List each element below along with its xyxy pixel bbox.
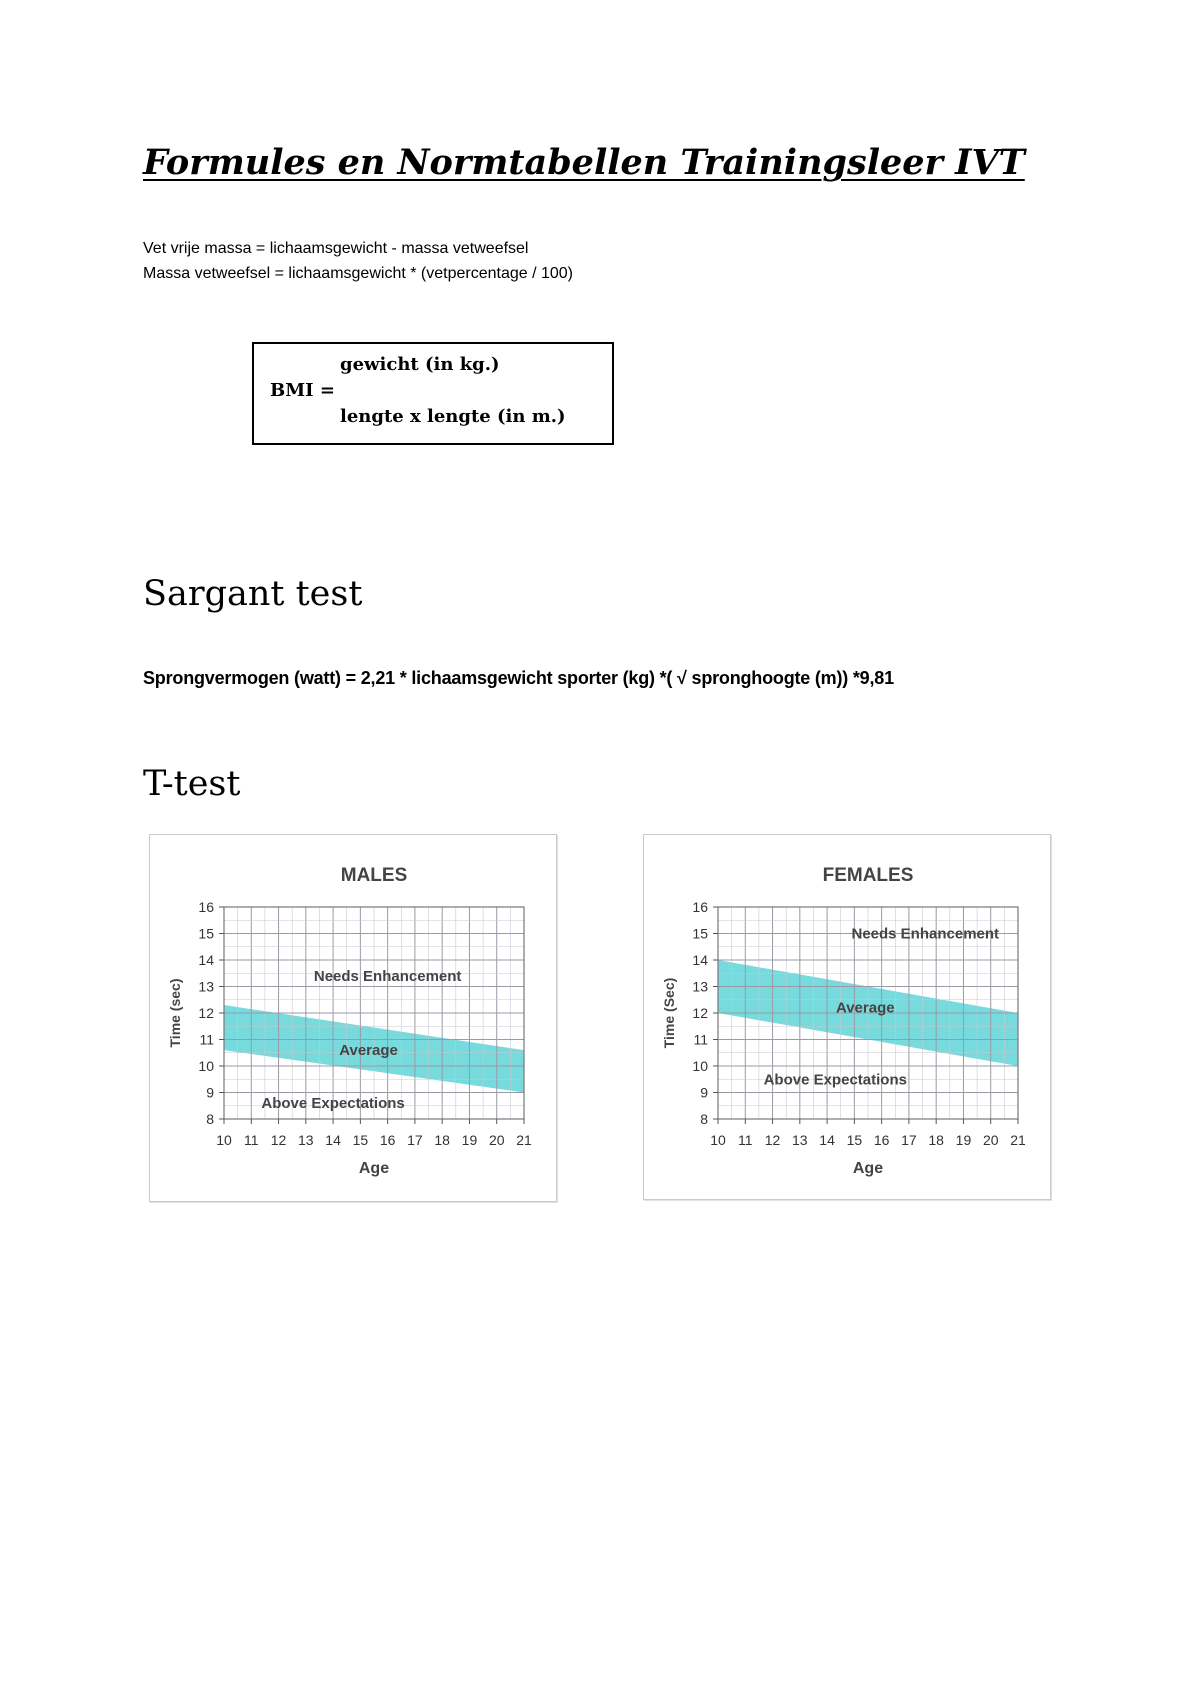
bmi-formula-box xyxy=(252,342,614,445)
females-y-tick-label: 15 xyxy=(692,925,708,942)
males-x-tick-label: 11 xyxy=(243,1132,259,1148)
sargant-heading: Sargant test xyxy=(143,574,363,614)
females-x-tick-label: 12 xyxy=(764,1132,781,1148)
males-region-label: Above Expectations xyxy=(261,1095,405,1113)
bmi-numerator: gewicht (in kg.) xyxy=(340,354,500,375)
males-y-tick-label: 11 xyxy=(199,1031,214,1048)
females-y-tick-label: 9 xyxy=(700,1084,708,1101)
males-x-tick-label: 21 xyxy=(516,1132,532,1148)
females-region-label: Average xyxy=(835,999,895,1017)
males-x-tick-label: 17 xyxy=(407,1132,423,1148)
males-x-tick-label: 13 xyxy=(298,1132,314,1148)
males-x-tick-label: 19 xyxy=(461,1132,478,1148)
males-y-tick-label: 8 xyxy=(206,1111,214,1127)
females-x-tick-label: 19 xyxy=(955,1132,972,1148)
males-x-tick-label: 20 xyxy=(488,1132,505,1148)
males-region-label: Average xyxy=(339,1042,398,1060)
vet-vrije-massa-formula: Vet vrije massa = lichaamsgewicht - massa vetweefsel xyxy=(143,240,529,257)
males-x-axis-label: Age xyxy=(358,1160,390,1177)
males-x-tick-label: 15 xyxy=(352,1132,369,1148)
females-x-tick-label: 14 xyxy=(819,1132,835,1148)
females-x-axis-label: Age xyxy=(852,1160,884,1177)
males-y-tick-label: 10 xyxy=(198,1058,214,1074)
females-x-tick-label: 18 xyxy=(928,1132,944,1148)
females-chart xyxy=(643,834,1051,1200)
males-y-tick-label: 15 xyxy=(198,925,214,942)
females-region-label: Above Expectations xyxy=(763,1071,907,1089)
massa-vetweefsel-formula: Massa vetweefsel = lichaamsgewicht * (vetpercentage / 100) xyxy=(143,265,573,282)
females-y-tick-label: 16 xyxy=(692,899,708,915)
females-region-label: Needs Enhancement xyxy=(851,925,1000,943)
males-y-tick-label: 13 xyxy=(198,978,214,995)
males-y-tick-label: 12 xyxy=(198,1005,214,1021)
document-title: Formules en Normtabellen Trainingsleer IVT xyxy=(143,142,1025,183)
females-x-tick-label: 20 xyxy=(982,1132,999,1148)
sargant-formula: Sprongvermogen (watt) = 2,21 * lichaamsgewicht sporter (kg) *( √ spronghoogte (m)) *9,81 xyxy=(143,668,894,688)
females-y-tick-label: 8 xyxy=(700,1111,708,1127)
females-y-tick-label: 11 xyxy=(693,1031,708,1048)
males-chart xyxy=(149,834,557,1202)
males-y-tick-label: 9 xyxy=(206,1084,214,1101)
females-x-tick-label: 15 xyxy=(846,1132,863,1148)
females-y-tick-label: 12 xyxy=(692,1005,708,1021)
females-chart-title: FEMALES xyxy=(822,865,914,886)
ttest-heading: T-test xyxy=(143,764,241,804)
females-x-tick-label: 21 xyxy=(1010,1132,1026,1148)
males-y-axis-label: Time (sec) xyxy=(167,978,183,1048)
females-x-tick-label: 16 xyxy=(873,1132,890,1148)
males-y-tick-label: 14 xyxy=(198,952,214,968)
males-x-tick-label: 14 xyxy=(325,1132,341,1148)
females-y-tick-label: 13 xyxy=(692,978,708,995)
males-region-label: Needs Enhancement xyxy=(313,967,462,985)
males-x-tick-label: 16 xyxy=(379,1132,396,1148)
bmi-label: BMI = xyxy=(270,380,335,401)
females-y-tick-label: 10 xyxy=(692,1058,708,1074)
females-x-tick-label: 13 xyxy=(792,1132,808,1148)
males-x-tick-label: 12 xyxy=(270,1132,287,1148)
females-x-tick-label: 11 xyxy=(737,1132,753,1148)
males-x-tick-label: 18 xyxy=(434,1132,450,1148)
males-x-tick-label: 10 xyxy=(216,1132,232,1148)
bmi-denominator: lengte x lengte (in m.) xyxy=(340,406,566,427)
females-x-tick-label: 17 xyxy=(901,1132,917,1148)
males-y-tick-label: 16 xyxy=(198,899,214,915)
females-y-axis-label: Time (Sec) xyxy=(661,977,677,1049)
females-y-tick-label: 14 xyxy=(692,952,708,968)
females-x-tick-label: 10 xyxy=(710,1132,726,1148)
males-chart-title: MALES xyxy=(340,865,408,886)
females-chart-svg xyxy=(644,835,1050,1199)
males-chart-svg xyxy=(150,835,556,1201)
